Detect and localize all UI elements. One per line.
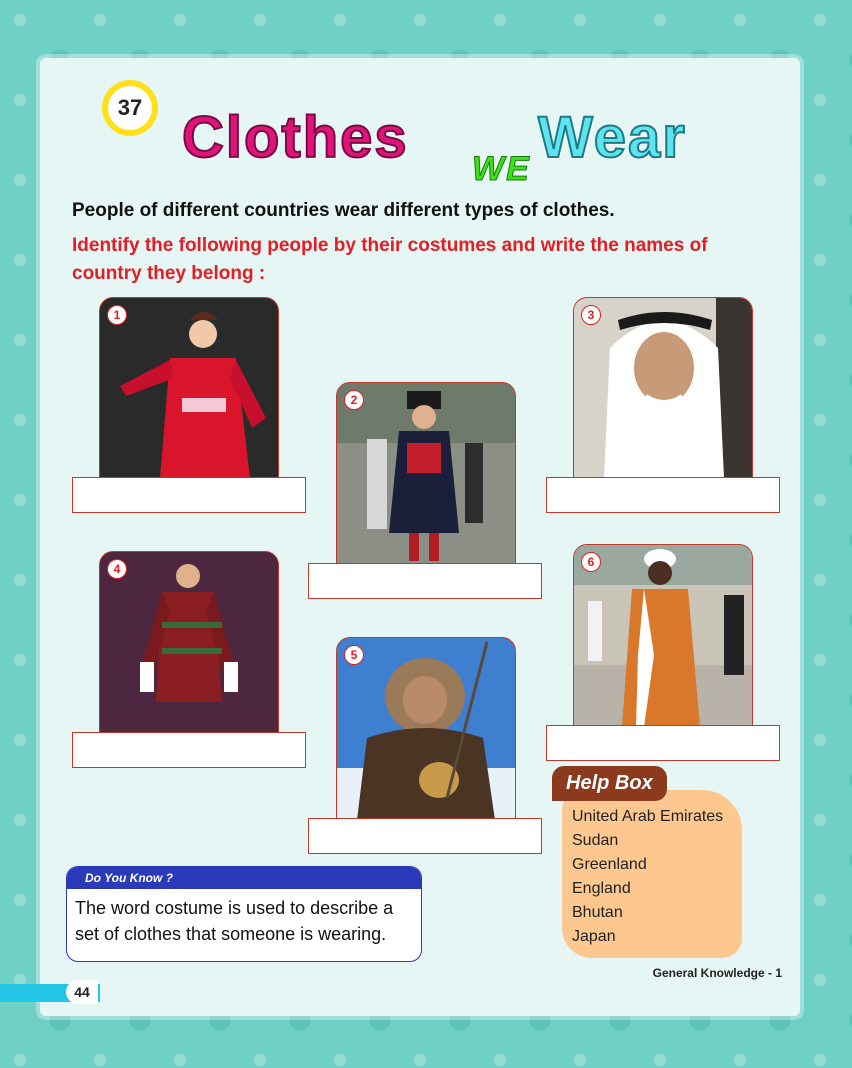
footer-subject: General Knowledge - 1 — [652, 966, 782, 980]
answer-box-2[interactable] — [308, 563, 542, 599]
answer-box-6[interactable] — [546, 725, 780, 761]
answer-box-5[interactable] — [308, 818, 542, 854]
photo-1-kimono — [99, 297, 279, 479]
photo-6-jalabiya — [573, 544, 753, 728]
title-word-we: WE — [472, 150, 531, 188]
instruction-text: Identify the following people by their costumes and write the names of country they belong : — [72, 235, 708, 284]
do-you-know-heading: Do You Know ? — [67, 867, 421, 889]
photo-3-emirati — [573, 297, 753, 479]
title-word-clothes: Clothes — [182, 105, 409, 170]
photo-number: 2 — [344, 390, 364, 410]
photo-number: 1 — [107, 305, 127, 325]
intro-text: People of different countries wear different types of clothes. — [72, 200, 615, 221]
gho-figure-icon — [100, 552, 278, 734]
fur-parka-figure-icon — [337, 638, 515, 820]
answer-box-4[interactable] — [72, 732, 306, 768]
photo-number: 6 — [581, 552, 601, 572]
photo-2-beefeater — [336, 382, 516, 566]
help-item-greenland: Greenland — [572, 856, 647, 873]
help-box-title: Help Box — [552, 766, 667, 801]
help-item-japan: Japan — [572, 928, 616, 945]
photo-4-gho — [99, 551, 279, 735]
photo-number: 3 — [581, 305, 601, 325]
photo-number: 5 — [344, 645, 364, 665]
help-item-sudan: Sudan — [572, 832, 619, 849]
jalabiya-figure-icon — [574, 545, 752, 727]
photo-5-fur-parka — [336, 637, 516, 821]
photo-number: 4 — [107, 559, 127, 579]
beefeater-figure-icon — [337, 383, 515, 565]
help-item-uae: United Arab Emirates — [572, 808, 724, 825]
emirati-figure-icon — [574, 298, 752, 478]
answer-box-3[interactable] — [546, 477, 780, 513]
do-you-know-box — [66, 866, 422, 962]
answer-box-1[interactable] — [72, 477, 306, 513]
lesson-number-badge: 37 — [102, 80, 158, 136]
title-word-wear: Wear — [538, 105, 687, 170]
do-you-know-text: The word costume is used to describe a set of clothes that someone is wearing. — [75, 898, 394, 944]
page-number: 44 — [66, 980, 98, 1004]
help-box-list — [562, 790, 742, 958]
help-item-bhutan: Bhutan — [572, 904, 623, 921]
help-item-england: England — [572, 880, 631, 897]
kimono-figure-icon — [100, 298, 278, 478]
